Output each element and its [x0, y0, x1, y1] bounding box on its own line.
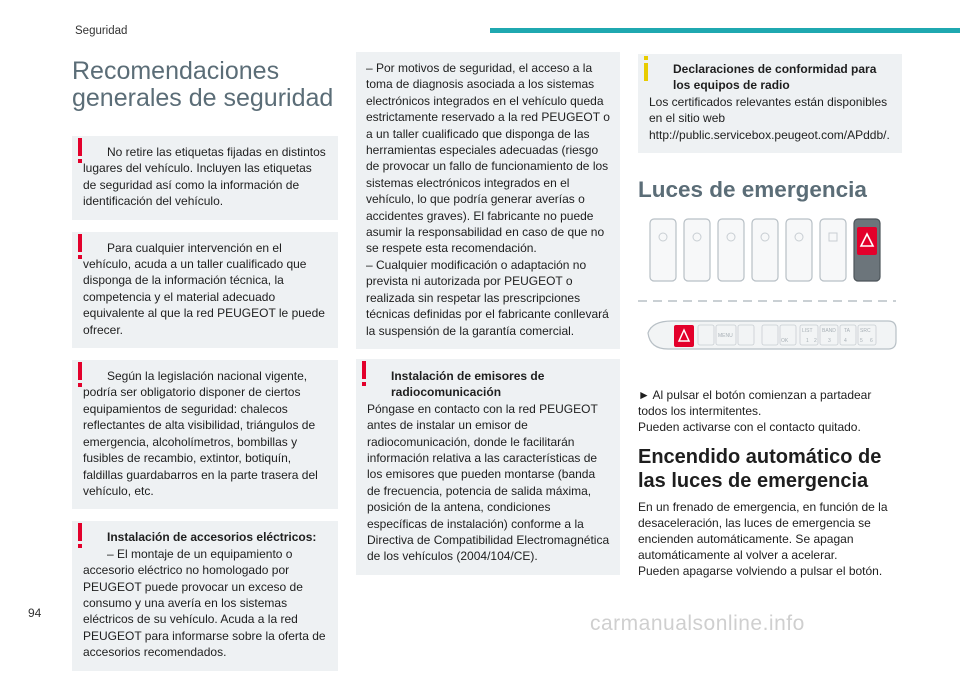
- section-title: Recomendaciones generales de seguridad: [72, 57, 334, 112]
- warning-text: Póngase en contacto con la red PEUGEOT antes de instalar un emisor de radiocomunicación, donde le facilitarán información relativa a las características de los emisores que pueden montarse (banda de frecuencia, potencia de salida máxima, posición de la antena, condiciones específicas de instalación) conforme a la Directiva de Compatibilidad Electromagnética de los vehículos (2004/104/CE).: [367, 401, 610, 564]
- switch-button: [684, 219, 710, 281]
- switch-row: [650, 219, 880, 281]
- warning-icon: [75, 234, 85, 260]
- radio-label: MENU: [718, 333, 733, 340]
- note-paragraph: – Cualquier modificación o adaptación no prevista ni autorizada por PEUGEOT o realizada sin respetar las prescripciones técnicas definidas por el fabricante conllevará la suspensión de la garantía comercial.: [366, 257, 609, 338]
- preset-number: 2: [814, 338, 817, 345]
- warning-box-radio: [356, 359, 620, 575]
- hazard-instruction: ► Al pulsar el botón comienzan a partadear todos los intermitentes.: [638, 388, 872, 419]
- info-title: Declaraciones de conformidad para los equipos de radio: [673, 62, 877, 93]
- radio-label: TA: [844, 328, 851, 335]
- running-head: Seguridad: [75, 25, 128, 37]
- auto-hazard-heading: Encendido automático de las luces de emergencia: [638, 446, 882, 493]
- preset-number: 4: [844, 338, 847, 345]
- warning-text: No retire las etiquetas fijadas en distintos lugares del vehículo. Incluyen las etiquetas de seguridad así como la información de identificación del vehículo.: [83, 145, 326, 209]
- radio-label: OK: [781, 338, 789, 345]
- switch-button: [820, 219, 846, 281]
- warning-text: Para cualquier intervención en el vehículo, acuda a un taller cualificado que disponga de la información técnica, la competencia y el material adecuado equivalente al que la red PEUGEOT le puede ofrecer.: [83, 240, 325, 337]
- switch-button: [752, 219, 778, 281]
- warning-icon: [75, 362, 85, 388]
- info-text: Los certificados relevantes están disponibles en el sitio web http://public.servicebox.peugeot.com/APddb/.: [649, 94, 890, 142]
- info-box-radio-conformity: [638, 54, 902, 153]
- warning-text: – El montaje de un equipamiento o accesorio eléctrico no homologado por PEUGEOT puede provocar un exceso de consumo y una avería en los sistemas eléctricos de su vehículo. Acuda a la red PEUGEOT para informarse sobre la oferta de accesorios recomendados.: [83, 546, 326, 660]
- watermark: carmanualsonline.info: [590, 612, 805, 635]
- warning-icon: [359, 361, 369, 387]
- warning-box-workshop: [72, 232, 338, 348]
- radio-label: LIST: [802, 328, 813, 335]
- warning-box-labels: [72, 136, 338, 220]
- preset-number: 3: [828, 338, 831, 345]
- preset-number: 1: [806, 338, 809, 345]
- column-1: [72, 58, 338, 681]
- diagnosis-note: [356, 52, 620, 349]
- note-paragraph: – Por motivos de seguridad, el acceso a la toma de diagnosis asociada a los sistemas electrónicos integrados en el vehículo queda estrictamente reservado a la red PEUGEOT o a un taller cualificado que disponga de las herramientas especiales adecuadas (riesgo de provocar un fallo de funcionamiento de los sistemas electrónicos integrados en el vehículo, lo que podría generar averías o accidentes graves). El fabricante no puede asumir la responsabilidad en caso de que no se respete esta recomendación.: [366, 61, 610, 256]
- radio-label: SRC: [860, 328, 871, 335]
- auto-hazard-text: En un frenado de emergencia, en función de la desaceleración, las luces de emergencia se encienden automáticamente. Se apagan automáticamente al volver a acelerar.: [638, 500, 888, 563]
- radio-label: BAND: [822, 328, 836, 335]
- warning-box-legislation: [72, 360, 338, 509]
- preset-number: 6: [870, 338, 873, 345]
- hazard-button-red: [857, 227, 877, 255]
- column-3: [638, 54, 902, 579]
- hazard-button-illustration: [638, 215, 902, 365]
- switch-button: [650, 219, 676, 281]
- header-accent-bar: [490, 28, 960, 33]
- auto-hazard-note: Pueden apagarse volviendo a pulsar el botón.: [638, 564, 883, 579]
- warning-icon: [75, 523, 85, 549]
- warning-title: Instalación de emisores de radiocomunicación: [391, 368, 545, 400]
- warning-box-accessories: [72, 521, 338, 670]
- column-2: [356, 52, 620, 585]
- switch-button: [718, 219, 744, 281]
- switch-button: [786, 219, 812, 281]
- warning-text: Según la legislación nacional vigente, podría ser obligatorio disponer de ciertos equipamientos de seguridad: chalecos reflectantes de alta visibilidad, triángulos de emergencia, alcoholímetros, bombillas y fusibles de recambio, extintor, botiquín, faldillas guardabarros en la parte trasera del vehículo, etc.: [83, 369, 318, 498]
- hazard-lights-heading: Luces de emergencia: [638, 177, 867, 203]
- info-icon: [641, 56, 651, 82]
- page-number: 94: [28, 606, 42, 620]
- warning-title: Instalación de accesorios eléctricos:: [107, 530, 317, 545]
- preset-number: 5: [860, 338, 863, 345]
- hazard-note: Pueden activarse con el contacto quitado.: [638, 420, 861, 435]
